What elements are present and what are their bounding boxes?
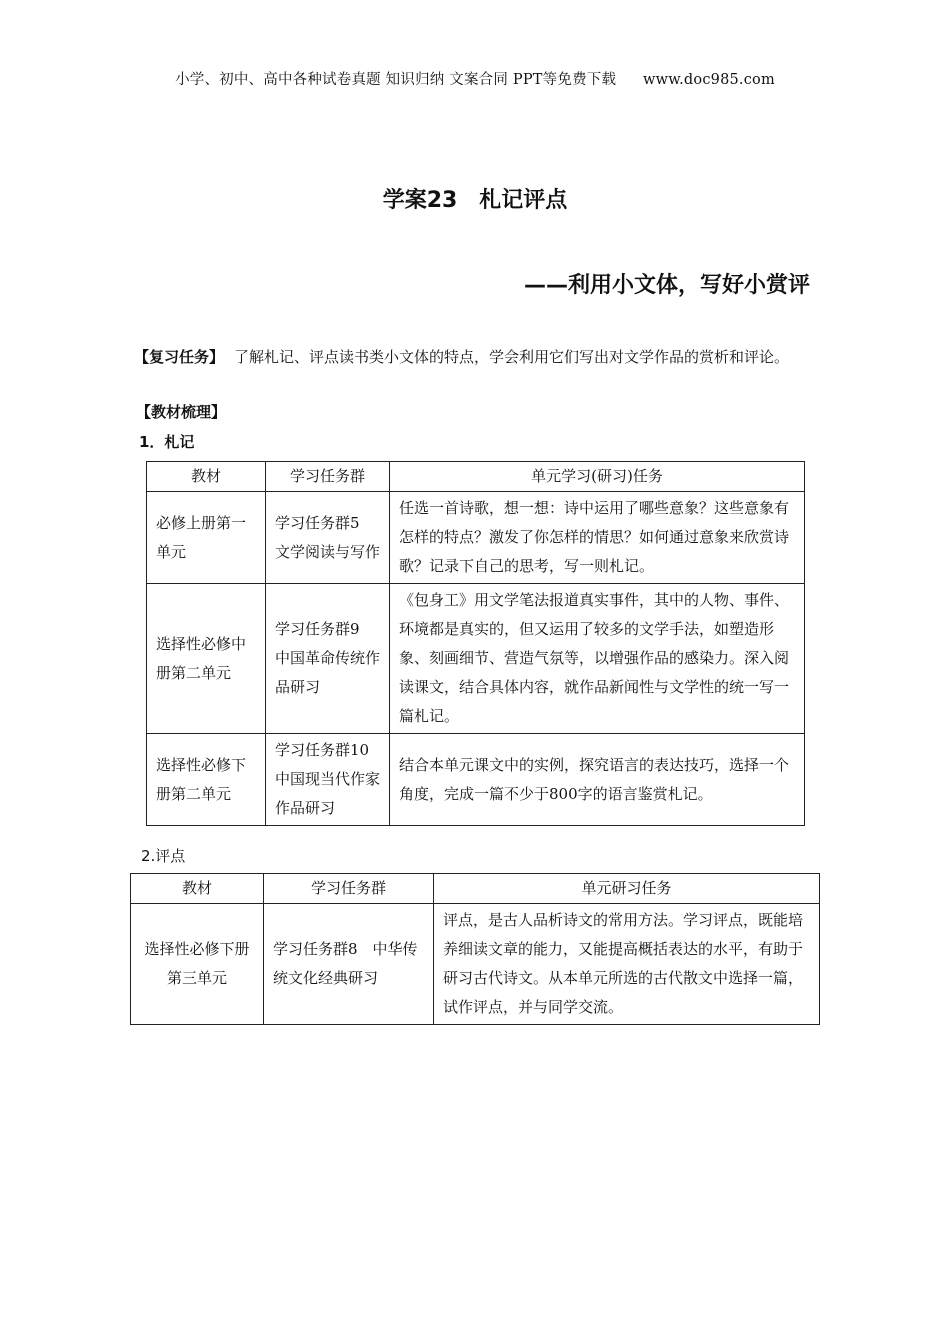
material-heading: 【教材梳理】: [136, 403, 227, 421]
table-header-row: [131, 874, 820, 904]
page-header: [0, 68, 950, 89]
review-task-text: 了解札记、评点读书类小文体的特点，学会利用它们写出对文学作品的赏析和评论。: [234, 348, 790, 366]
group-cell: 学习任务群5 文学阅读与写作: [266, 492, 390, 584]
section1-heading: 1．札记: [139, 433, 195, 451]
header-tagline: 小学、初中、高中各种试卷真题 知识归纳 文案合同 PPT等免费下载: [175, 72, 617, 88]
table-row: [131, 904, 820, 1025]
group-cell: 学习任务群9 中国革命传统作品研习: [266, 584, 390, 734]
column-header: 教材: [131, 874, 264, 904]
table-header-row: [147, 462, 805, 492]
table-row: [147, 734, 805, 826]
group-cell: 学习任务群10 中国现当代作家作品研习: [266, 734, 390, 826]
column-header: 单元研习任务: [434, 874, 820, 904]
notes-table: [146, 461, 805, 826]
task-cell: 评点，是古人品析诗文的常用方法。学习评点，既能培养细读文章的能力，又能提高概括表达的水平，有助于研习古代诗文。从本单元所选的古代散文中选择一篇，试作评点，并与同学交流。: [434, 904, 820, 1025]
table-row: [147, 492, 805, 584]
textbook-cell: 必修上册第一单元: [147, 492, 266, 584]
document-subtitle: ——利用小文体，写好小赏评: [523, 273, 810, 298]
task-cell: 结合本单元课文中的实例，探究语言的表达技巧，选择一个角度，完成一篇不少于800字的语言鉴赏札记。: [390, 734, 805, 826]
task-cell: 任选一首诗歌，想一想：诗中运用了哪些意象？这些意象有怎样的特点？激发了你怎样的情思？如何通过意象来欣赏诗歌？记录下自己的思考，写一则札记。: [390, 492, 805, 584]
review-task-label: 【复习任务】: [134, 348, 225, 366]
document-title: 学案23 札记评点: [382, 188, 568, 213]
column-header: 单元学习(研习)任务: [390, 462, 805, 492]
textbook-cell: 选择性必修下册第二单元: [147, 734, 266, 826]
column-header: 学习任务群: [264, 874, 434, 904]
table-row: [147, 584, 805, 734]
textbook-cell: 选择性必修中册第二单元: [147, 584, 266, 734]
group-cell: 学习任务群8 中华传统文化经典研习: [264, 904, 434, 1025]
header-site-link[interactable]: www.doc985.com: [642, 72, 775, 88]
section2-heading: 2.评点: [141, 847, 186, 865]
column-header: 学习任务群: [266, 462, 390, 492]
column-header: 教材: [147, 462, 266, 492]
task-cell: 《包身工》用文学笔法报道真实事件，其中的人物、事件、环境都是真实的，但又运用了较多的文学手法，如塑造形象、刻画细节、营造气氛等，以增强作品的感染力。深入阅读课文，结合具体内容，就作品新闻性与文学性的统一写一篇札记。: [390, 584, 805, 734]
review-task: [134, 343, 814, 372]
textbook-cell: 选择性必修下册第三单元: [131, 904, 264, 1025]
annotation-table: [130, 873, 820, 1025]
